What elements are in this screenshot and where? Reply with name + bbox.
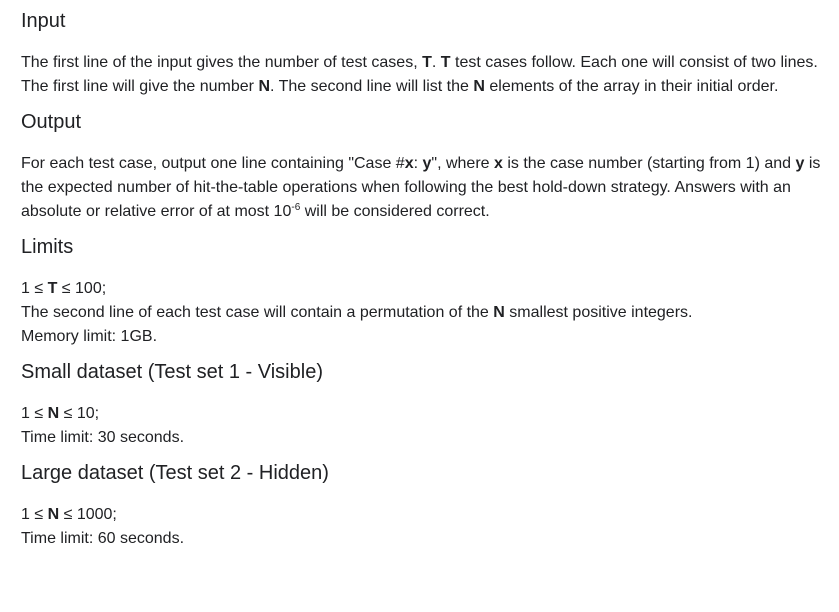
output-heading: Output (21, 111, 82, 133)
input-text: . The second line will list the (270, 78, 474, 95)
small-dataset-limits (21, 402, 839, 450)
var-y: y (422, 155, 432, 172)
large-dataset-section (21, 450, 839, 551)
output-text: will be considered correct. (300, 203, 490, 220)
limit-text: 1 ≤ (21, 506, 48, 523)
input-text: . (431, 54, 441, 71)
var-x: x (404, 155, 414, 172)
input-section (21, 0, 839, 99)
var-N: N (47, 506, 60, 523)
limits-list (21, 277, 839, 349)
var-N: N (473, 78, 485, 95)
output-text: For each test case, output one line containing "Case # (21, 155, 405, 172)
limit-N-large (21, 503, 839, 527)
exponent: -6 (291, 202, 301, 213)
limit-text: ≤ 100; (57, 280, 107, 297)
limit-text: smallest positive integers. (504, 304, 693, 321)
var-N: N (258, 78, 270, 95)
var-N: N (47, 405, 60, 422)
output-section (21, 99, 839, 224)
output-text: is the expected number of hit-the-table operations when following the best hold-down strategy. Answers with an absolute or relative error of at most 10 (21, 155, 821, 220)
input-heading: Input (21, 10, 66, 32)
limits-heading: Limits (21, 236, 74, 258)
output-text: : (413, 155, 423, 172)
var-T: T (47, 280, 58, 297)
var-T: T (422, 54, 432, 71)
output-text: ", where (431, 155, 494, 172)
large-dataset-limits (21, 503, 839, 551)
small-dataset-section (21, 349, 839, 450)
limit-text: 1 ≤ (21, 280, 48, 297)
time-limit-small: Time limit: 30 seconds. (21, 429, 185, 446)
limit-text: The second line of each test case will contain a permutation of the (21, 304, 494, 321)
output-description (21, 152, 826, 224)
var-T: T (440, 54, 451, 71)
limit-text: ≤ 10; (59, 405, 100, 422)
var-N: N (493, 304, 505, 321)
limit-text: 1 ≤ (21, 405, 48, 422)
var-x: x (494, 155, 503, 172)
limit-text: ≤ 1000; (59, 506, 117, 523)
limit-permutation (21, 301, 839, 325)
input-text: test cases follow. Each one will consist of two lines. The first line will give the number (21, 54, 818, 95)
output-text: is the case number (starting from 1) and (502, 155, 796, 172)
input-text: The first line of the input gives the number of test cases, (21, 54, 423, 71)
limit-N-small (21, 402, 839, 426)
var-y: y (795, 155, 805, 172)
memory-limit: Memory limit: 1GB. (21, 328, 158, 345)
large-dataset-heading: Large dataset (Test set 2 - Hidden) (21, 462, 329, 484)
limit-T (21, 277, 839, 301)
input-description (21, 51, 826, 99)
small-dataset-heading: Small dataset (Test set 1 - Visible) (21, 361, 323, 383)
limits-section (21, 224, 839, 349)
input-text: elements of the array in their initial order. (484, 78, 779, 95)
time-limit-large: Time limit: 60 seconds. (21, 530, 185, 547)
